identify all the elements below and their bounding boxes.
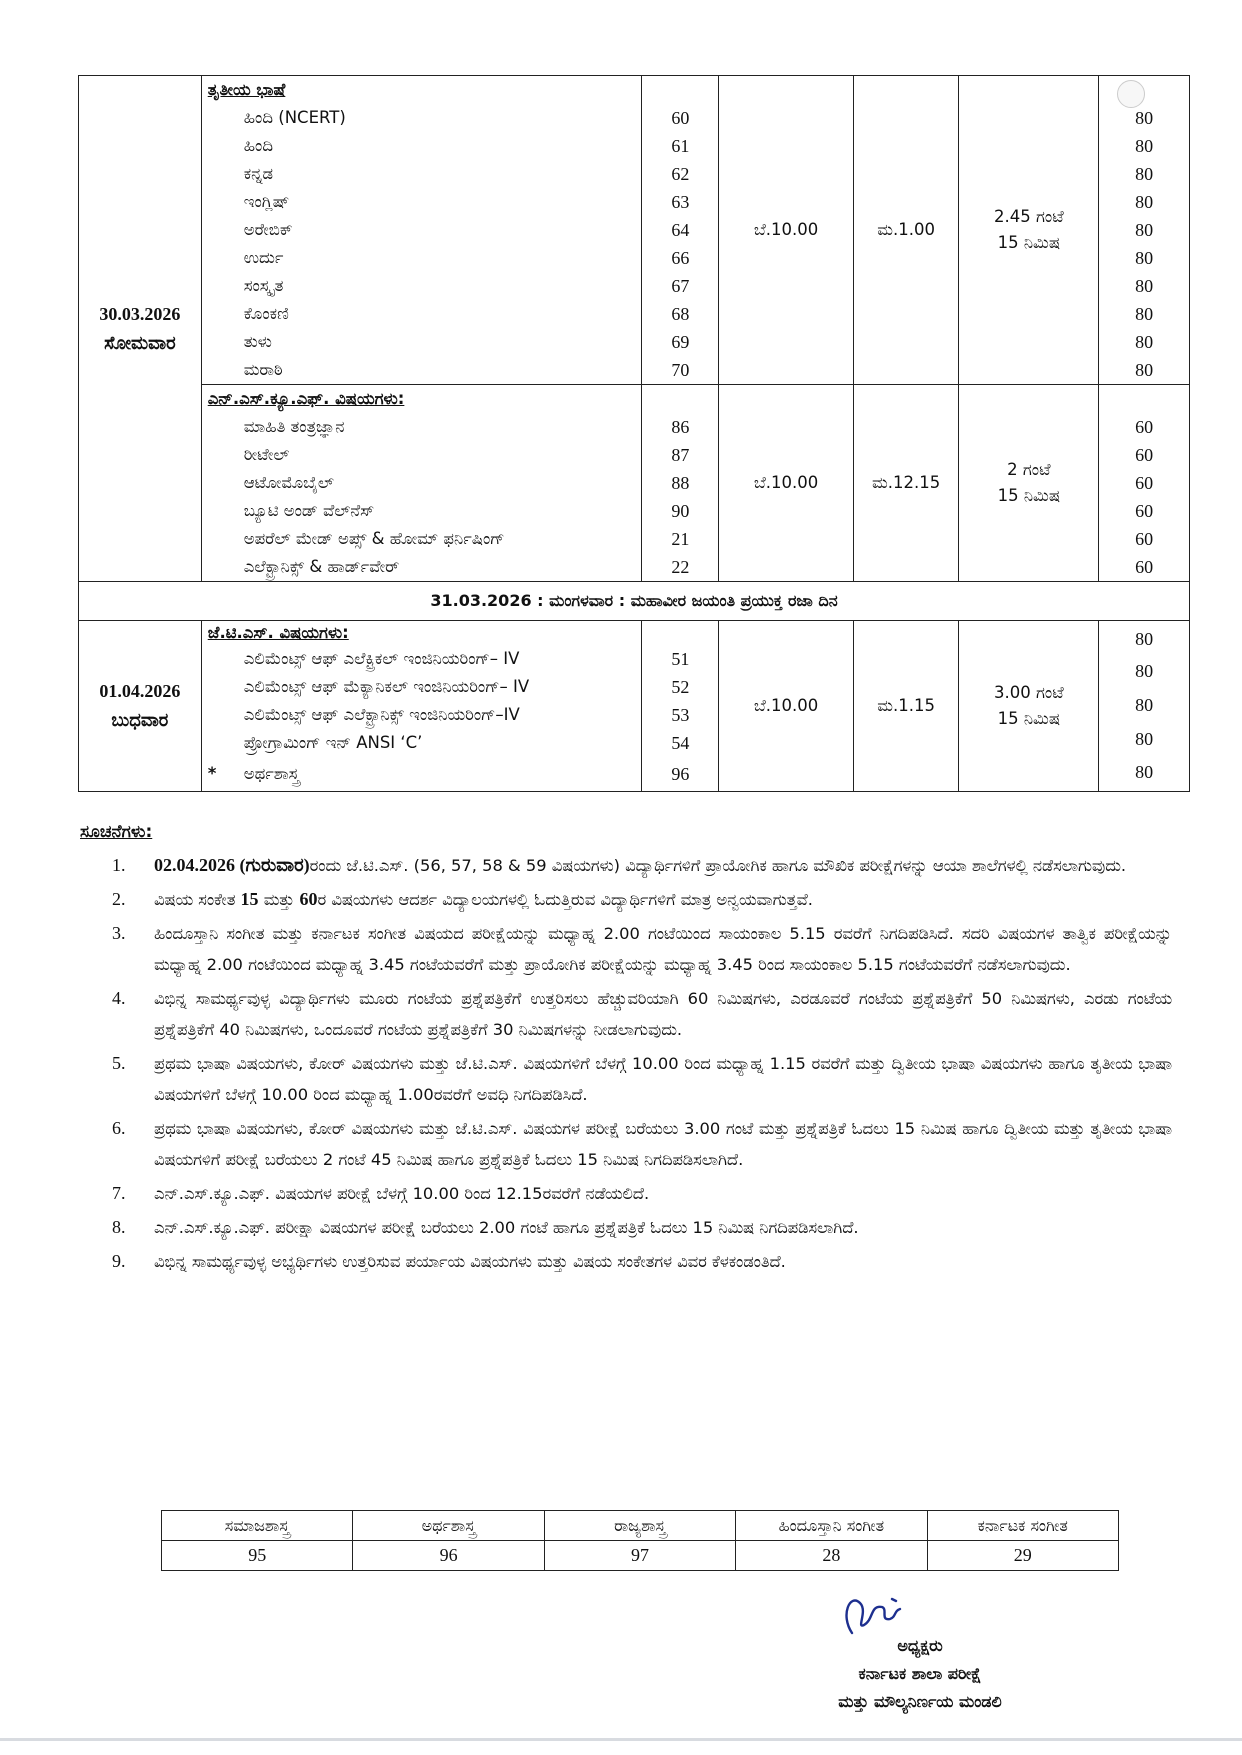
subject-code: 87 <box>671 445 690 465</box>
subject-code: 22 <box>671 557 690 577</box>
subject-code: 88 <box>671 473 690 493</box>
list-item <box>112 918 1172 980</box>
duration-hours: 2.45 ಗಂಟೆ <box>993 207 1064 226</box>
subject-code: 61 <box>671 136 690 156</box>
subject-name: ರೀಟೇಲ್ <box>243 445 290 464</box>
item-number: 9. <box>112 1251 126 1271</box>
subject-code: 67 <box>671 276 690 296</box>
max-marks: 60 <box>1135 501 1154 521</box>
max-marks: 60 <box>1135 417 1154 437</box>
max-marks: 80 <box>1135 332 1154 352</box>
subject-name: ಉರ್ದು <box>243 248 284 267</box>
subject-code: 86 <box>671 417 690 437</box>
table-row <box>79 582 1190 621</box>
signatory-org-line2: ಮತ್ತು ಮೌಲ್ಯನಿರ್ಣಯ ಮಂಡಲಿ <box>838 1692 1002 1711</box>
item-number: 2. <box>112 889 126 909</box>
list-item <box>112 1048 1172 1110</box>
holiday-notice: 31.03.2026 : ಮಂಗಳವಾರ : ಮಹಾವೀರ ಜಯಂತಿ ಪ್ರಯುಕ್ತ ರಜಾ ದಿನ <box>79 582 1190 621</box>
subject-code: 69 <box>671 332 690 352</box>
section-heading: ಎನ್.ಎಸ್.ಕ್ಯೂ.ಎಫ್. ವಿಷಯಗಳು: <box>207 389 405 408</box>
instructions-title: ಸೂಚನೆಗಳು: <box>80 822 153 842</box>
table-row <box>79 76 1190 385</box>
bold-code: 15 <box>240 889 259 909</box>
subject-name: ಎಲೆಕ್ಟ್ರಾನಿಕ್ಸ್ & ಹಾರ್ಡ್‌ವೇರ್ <box>243 557 400 576</box>
asterisk-marker: * <box>207 764 217 783</box>
max-marks: 60 <box>1135 557 1154 577</box>
subject-name: ಎಲಿಮೆಂಟ್ಸ್ ಆಫ್ ಮೆಕ್ಯಾನಿಕಲ್ ಇಂಜಿನಿಯರಿಂಗ್– IV <box>243 677 530 696</box>
subject-list-jts <box>201 621 642 792</box>
duration-minutes: 15 ನಿಮಿಷ <box>997 486 1061 505</box>
alternate-subjects-table <box>161 1510 1119 1571</box>
table-row <box>79 621 1190 792</box>
bold-code: 60 <box>299 889 318 909</box>
max-marks: 80 <box>1135 276 1154 296</box>
item-number: 6. <box>112 1118 126 1138</box>
table-cell: 28 <box>736 1541 927 1571</box>
max-marks: 80 <box>1135 304 1154 324</box>
start-time: ಬೆ.10.00 <box>719 385 853 582</box>
subject-code: 52 <box>671 677 690 697</box>
instructions-list <box>112 850 1172 1280</box>
subject-name: ತುಳು <box>243 332 272 351</box>
subject-name: ಪ್ರೋಗ್ರಾಮಿಂಗ್ ಇನ್ ANSI ‘C’ <box>243 733 423 752</box>
list-item <box>112 884 1172 915</box>
subject-list-third-language <box>201 76 642 385</box>
column-header: ಅರ್ಥಶಾಸ್ತ್ರ <box>353 1511 544 1541</box>
item-text: ವಿಭಿನ್ನ ಸಾಮರ್ಥ್ಯವುಳ್ಳ ವಿದ್ಯಾರ್ಥಿಗಳು ಮೂರು ಗಂಟೆಯ ಪ್ರಶ್ನೆಪತ್ರಿಕೆಗೆ ಉತ್ತರಿಸಲು ಹೆಚ್ಚುವರಿಯಾಗಿ 60 ನಿಮಿಷಗಳು, ಎರಡೂವರೆ ಗಂಟೆಯ ಪ್ರಶ್ನೆಪತ್ರಿಕೆಗೆ 50 ನಿಮಿಷಗಳು, ಎರಡು ಗಂಟೆಯ ಪ್ರಶ್ನೆಪತ್ರಿಕೆಗೆ 40 ನಿಮಿಷಗಳು, ಒಂದೂವರೆ ಗಂಟೆಯ ಪ್ರಶ್ನೆಪತ್ರಿಕೆಗೆ 30 ನಿಮಿಷಗಳನ್ನು ನೀಡಲಾಗುವುದು. <box>154 989 1172 1039</box>
item-number: 7. <box>112 1183 126 1203</box>
subject-code: 66 <box>671 248 690 268</box>
subject-name: ಅರೇಬಿಕ್ <box>243 220 293 239</box>
item-text: ಎನ್.ಎಸ್.ಕ್ಯೂ.ಎಫ್. ವಿಷಯಗಳ ಪರೀಕ್ಷೆ ಬೆಳಗ್ಗೆ 10.00 ರಿಂದ 12.15ರವರೆಗೆ ನಡೆಯಲಿದೆ. <box>154 1184 650 1203</box>
subject-name: ಕೊಂಕಣಿ <box>243 304 289 323</box>
max-marks: 80 <box>1135 661 1154 681</box>
list-item <box>112 1246 1172 1277</box>
table-row <box>162 1541 1119 1571</box>
column-header: ಕರ್ನಾಟಕ ಸಂಗೀತ <box>927 1511 1118 1541</box>
max-marks: 60 <box>1135 445 1154 465</box>
duration-cell <box>959 385 1099 582</box>
max-marks: 80 <box>1135 220 1154 240</box>
subject-name: ಹಿಂದಿ (NCERT) <box>243 108 346 127</box>
starred-subject-row <box>202 757 642 791</box>
marks-column <box>1099 621 1190 792</box>
start-time: ಬೆ.10.00 <box>719 621 853 792</box>
item-text: ಎನ್.ಎಸ್.ಕ್ಯೂ.ಎಫ್. ಪರೀಕ್ಷಾ ವಿಷಯಗಳ ಪರೀಕ್ಷೆ ಬರೆಯಲು 2.00 ಗಂಟೆ ಹಾಗೂ ಪ್ರಶ್ನೆಪತ್ರಿಕೆ ಓದಲು 15 ನಿಮಿಷ ನಿಗದಿಪಡಿಸಲಾಗಿದೆ. <box>154 1218 859 1237</box>
exam-timetable <box>78 75 1190 792</box>
subject-code: 51 <box>671 649 690 669</box>
subject-name: ಎಲಿಮೆಂಟ್ಸ್ ಆಫ್ ಎಲೆಕ್ಟ್ರಾನಿಕ್ಸ್ ಇಂಜಿನಿಯರಿಂಗ್–IV <box>243 705 520 724</box>
exam-date: 01.04.2026 <box>99 681 181 701</box>
section-heading: ಜೆ.ಟಿ.ಎಸ್. ವಿಷಯಗಳು: <box>207 623 349 642</box>
duration-cell <box>959 621 1099 792</box>
max-marks: 80 <box>1135 695 1154 715</box>
item-number: 1. <box>112 855 126 875</box>
duration-minutes: 15 ನಿಮಿಷ <box>997 709 1061 728</box>
start-time: ಬೆ.10.00 <box>719 76 853 385</box>
max-marks: 80 <box>1135 108 1154 128</box>
list-item <box>112 1212 1172 1243</box>
item-text: ರಂದು ಜೆ.ಟಿ.ಎಸ್. (56, 57, 58 & 59 ವಿಷಯಗಳು) ವಿದ್ಯಾರ್ಥಿಗಳಿಗೆ ಪ್ರಾಯೋಗಿಕ ಹಾಗೂ ಮೌಖಿಕ ಪರೀಕ್ಷೆಗಳನ್ನು ಆಯಾ ಶಾಲೆಗಳಲ್ಲಿ ನಡೆಸಲಾಗುವುದು. <box>309 856 1127 875</box>
signatory-org-line1: ಕರ್ನಾಟಕ ಶಾಲಾ ಪರೀಕ್ಷೆ <box>858 1664 982 1683</box>
section-heading: ತೃತೀಯ ಭಾಷೆ <box>207 80 286 99</box>
duration-minutes: 15 ನಿಮಿಷ <box>997 233 1061 252</box>
subject-code-column <box>642 385 719 582</box>
subject-code: 60 <box>671 108 690 128</box>
subject-name: ಇಂಗ್ಲಿಷ್ <box>243 192 290 211</box>
subject-code: 70 <box>671 360 690 380</box>
subject-name: ಅಪರೆಲ್ ಮೇಡ್ ಅಪ್ಸ್ & ಹೋಮ್ ಫರ್ನಿಷಿಂಗ್ <box>243 529 505 548</box>
subject-name: ಆಟೋಮೊಬೈಲ್ <box>243 473 334 492</box>
subject-code: 53 <box>671 705 690 725</box>
column-header: ಸಮಾಜಶಾಸ್ತ್ರ <box>162 1511 353 1541</box>
end-time: ಮ.1.00 <box>853 76 959 385</box>
marks-column <box>1099 76 1190 385</box>
item-text: ಮತ್ತು <box>258 890 300 909</box>
subject-code-column <box>642 621 719 792</box>
list-item <box>112 1113 1172 1175</box>
item-number: 4. <box>112 988 126 1008</box>
subject-name: ಬ್ಯೂಟಿ ಅಂಡ್ ವೆಲ್‌ನೆಸ್ <box>243 501 375 520</box>
item-number: 5. <box>112 1053 126 1073</box>
item-text: ಹಿಂದೂಸ್ತಾನಿ ಸಂಗೀತ ಮತ್ತು ಕರ್ನಾಟಕ ಸಂಗೀತ ವಿಷಯದ ಪರೀಕ್ಷೆಯನ್ನು ಮಧ್ಯಾಹ್ನ 2.00 ಗಂಟೆಯಿಂದ ಸಾಯಂಕಾಲ 5.15 ರವರೆಗೆ ನಿಗದಿಪಡಿಸಿದೆ. ಸದರಿ ವಿಷಯಗಳ ತಾತ್ವಿಕ ಪರೀಕ್ಷೆಯನ್ನು ಮಧ್ಯಾಹ್ನ 2.00 ಗಂಟೆಯಿಂದ ಮಧ್ಯಾಹ್ನ 3.45 ಗಂಟೆಯವರೆಗೆ ಮತ್ತು ಪ್ರಾಯೋಗಿಕ ಪರೀಕ್ಷೆಯನ್ನು ಮಧ್ಯಾಹ್ನ 3.45 ರಿಂದ ಸಾಯಂಕಾಲ 5.15 ಗಂಟೆಯವರೆಗೆ ನಡೆಸಲಾಗುವುದು. <box>154 924 1172 974</box>
max-marks: 80 <box>1135 136 1154 156</box>
bold-date: 02.04.2026 (ಗುರುವಾರ) <box>154 855 310 875</box>
table-row <box>79 385 1190 582</box>
subject-name: ಮಾಹಿತಿ ತಂತ್ರಜ್ಞಾನ <box>243 417 345 436</box>
date-cell-day2 <box>79 621 202 792</box>
table-cell: 29 <box>927 1541 1118 1571</box>
max-marks: 60 <box>1135 473 1154 493</box>
subject-code: 68 <box>671 304 690 324</box>
end-time: ಮ.12.15 <box>853 385 959 582</box>
list-item <box>112 983 1172 1045</box>
exam-weekday: ಬುಧವಾರ <box>111 710 169 730</box>
subject-code: 64 <box>671 220 690 240</box>
subject-list-nsqf <box>201 385 642 582</box>
subject-code: 21 <box>671 529 690 549</box>
subject-code: 54 <box>671 733 690 753</box>
page-bottom-edge <box>0 1738 1242 1741</box>
date-cell-day1 <box>79 76 202 582</box>
column-header: ರಾಜ್ಯಶಾಸ್ತ್ರ <box>544 1511 735 1541</box>
exam-date: 30.03.2026 <box>99 303 181 324</box>
item-text: ವಿಭಿನ್ನ ಸಾಮರ್ಥ್ಯವುಳ್ಳ ಅಭ್ಯರ್ಥಿಗಳು ಉತ್ತರಿಸುವ ಪರ್ಯಾಯ ವಿಷಯಗಳು ಮತ್ತು ವಿಷಯ ಸಂಕೇತಗಳ ವಿವರ ಕೆಳಕಂಡಂತಿದೆ. <box>154 1252 786 1271</box>
subject-name: ಕನ್ನಡ <box>243 164 274 183</box>
subject-name: ಎಲಿಮೆಂಟ್ಸ್ ಆಫ್ ಎಲೆಕ್ಟ್ರಿಕಲ್ ಇಂಜಿನಿಯರಿಂಗ್– IV <box>243 649 520 668</box>
max-marks: 80 <box>1135 164 1154 184</box>
exam-weekday: ಸೋಮವಾರ <box>104 332 176 353</box>
item-text: ಪ್ರಥಮ ಭಾಷಾ ವಿಷಯಗಳು, ಕೋರ್ ವಿಷಯಗಳು ಮತ್ತು ಜೆ.ಟಿ.ಎಸ್. ವಿಷಯಗಳಿಗೆ ಬೆಳಗ್ಗೆ 10.00 ರಿಂದ ಮಧ್ಯಾಹ್ನ 1.15 ರವರೆಗೆ ಮತ್ತು ದ್ವಿತೀಯ ಭಾಷಾ ವಿಷಯಗಳು ಹಾಗೂ ತೃತೀಯ ಭಾಷಾ ವಿಷಯಗಳಿಗೆ ಬೆಳಗ್ಗೆ 10.00 ರಿಂದ ಮಧ್ಯಾಹ್ನ 1.00ರವರೆಗೆ ಅವಧಿ ನಿಗದಿಪಡಿಸಿದೆ. <box>154 1054 1172 1104</box>
max-marks: 80 <box>1135 248 1154 268</box>
marks-column <box>1099 385 1190 582</box>
subject-code-column <box>642 76 719 385</box>
subject-code: 90 <box>671 501 690 521</box>
table-cell: 96 <box>353 1541 544 1571</box>
subject-code: 63 <box>671 192 690 212</box>
table-cell: 97 <box>544 1541 735 1571</box>
list-item <box>112 1178 1172 1209</box>
subject-code: 96 <box>671 764 690 784</box>
table-cell: 95 <box>162 1541 353 1571</box>
duration-cell <box>959 76 1099 385</box>
table-header-row <box>162 1511 1119 1541</box>
subject-name: ಸಂಸ್ಕೃತ <box>243 276 284 295</box>
list-item <box>112 850 1172 881</box>
duration-hours: 2 ಗಂಟೆ <box>1007 460 1051 479</box>
subject-name: ಮರಾಠಿ <box>243 360 283 379</box>
max-marks: 60 <box>1135 529 1154 549</box>
duration-hours: 3.00 ಗಂಟೆ <box>993 683 1064 702</box>
item-text: ವಿಷಯ ಸಂಕೇತ <box>154 890 241 909</box>
subject-code: 62 <box>671 164 690 184</box>
signatory-block <box>790 1632 1050 1716</box>
max-marks: 80 <box>1135 360 1154 380</box>
item-text: ಪ್ರಥಮ ಭಾಷಾ ವಿಷಯಗಳು, ಕೋರ್ ವಿಷಯಗಳು ಮತ್ತು ಜೆ.ಟಿ.ಎಸ್. ವಿಷಯಗಳ ಪರೀಕ್ಷೆ ಬರೆಯಲು 3.00 ಗಂಟೆ ಮತ್ತು ಪ್ರಶ್ನೆಪತ್ರಿಕೆ ಓದಲು 15 ನಿಮಿಷ ಹಾಗೂ ದ್ವಿತೀಯ ಮತ್ತು ತೃತೀಯ ಭಾಷಾ ವಿಷಯಗಳಿಗೆ ಪರೀಕ್ಷೆ ಬರೆಯಲು 2 ಗಂಟೆ 45 ನಿಮಿಷ ಹಾಗೂ ಪ್ರಶ್ನೆಪತ್ರಿಕೆ ಓದಲು 15 ನಿಮಿಷ ನಿಗದಿಪಡಿಸಲಾಗಿದೆ. <box>154 1119 1172 1169</box>
column-header: ಹಿಂದೂಸ್ತಾನಿ ಸಂಗೀತ <box>736 1511 927 1541</box>
max-marks: 80 <box>1135 762 1154 782</box>
item-number: 3. <box>112 923 126 943</box>
item-number: 8. <box>112 1217 126 1237</box>
item-text: ರ ವಿಷಯಗಳು ಆದರ್ಶ ವಿದ್ಯಾಲಯಗಳಲ್ಲಿ ಓದುತ್ತಿರುವ ವಿದ್ಯಾರ್ಥಿಗಳಿಗೆ ಮಾತ್ರ ಅನ್ವಯವಾಗುತ್ತವೆ. <box>317 890 813 909</box>
max-marks: 80 <box>1135 729 1154 749</box>
max-marks: 80 <box>1135 192 1154 212</box>
max-marks: 80 <box>1135 629 1154 649</box>
signatory-title: ಅಧ್ಯಕ್ಷರು <box>897 1636 943 1655</box>
end-time: ಮ.1.15 <box>853 621 959 792</box>
subject-name: ಅರ್ಥಶಾಸ್ತ್ರ <box>243 764 300 783</box>
subject-name: ಹಿಂದಿ <box>243 136 274 155</box>
